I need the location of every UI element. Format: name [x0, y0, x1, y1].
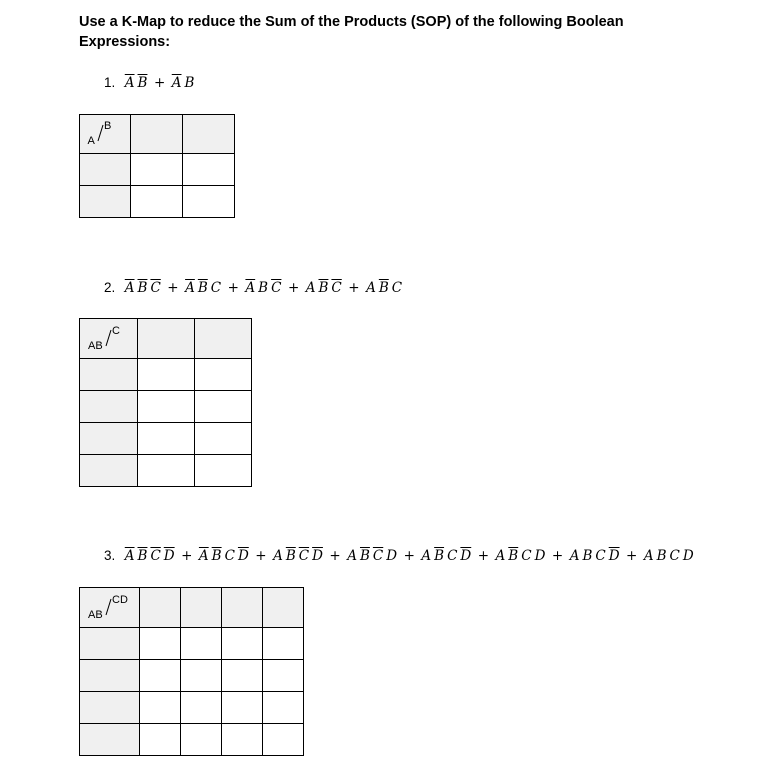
variable: A	[347, 548, 357, 564]
kmap-row-header-cell	[80, 628, 140, 660]
complemented-variable: $\overline{C}$	[331, 280, 342, 296]
kmap-column-header-cell	[222, 588, 263, 628]
kmap-header-row	[80, 588, 304, 628]
complemented-variable: $\overline{B}$	[137, 75, 148, 91]
complemented-variable: $\overline{A}$	[124, 280, 135, 296]
kmap-column-header-cell	[181, 588, 222, 628]
complemented-variable: $\overline{C}$	[271, 280, 282, 296]
kmap-row	[80, 455, 252, 487]
variable: D	[386, 548, 398, 564]
kmap-column-header-cell	[183, 115, 235, 154]
plus-operator: +	[626, 548, 638, 564]
product-term	[123, 548, 176, 564]
complemented-variable: $\overline{B}$	[137, 548, 148, 564]
kmap-row-header-cell	[80, 724, 140, 756]
kmap-cell[interactable]	[140, 692, 181, 724]
kmap-divider-line	[80, 588, 139, 627]
plus-operator: +	[348, 280, 360, 296]
kmap-cell[interactable]	[140, 660, 181, 692]
kmap-row-header-cell	[80, 660, 140, 692]
variable: C	[210, 280, 222, 296]
kmap-row-header-cell	[80, 455, 138, 487]
kmap-cell[interactable]	[263, 724, 304, 756]
kmap-cell[interactable]	[181, 692, 222, 724]
product-term	[272, 548, 325, 564]
product-term	[420, 548, 473, 564]
problem-number: 2.	[104, 280, 116, 295]
kmap-row	[80, 359, 252, 391]
complemented-variable: $\overline{B}$	[285, 548, 296, 564]
kmap-row	[80, 154, 235, 186]
kmap-row	[80, 391, 252, 423]
variable: B	[258, 280, 269, 296]
kmap-column-header-cell	[131, 115, 183, 154]
kmap-cell[interactable]	[263, 628, 304, 660]
kmap-row	[80, 660, 304, 692]
plus-operator: +	[255, 548, 267, 564]
kmap-row-variable: A	[87, 135, 95, 147]
variable: A	[273, 548, 283, 564]
plus-operator: +	[287, 280, 300, 296]
variable: C	[391, 280, 403, 296]
kmap-column-header-cell	[138, 319, 195, 359]
boolean-expression	[123, 548, 695, 564]
kmap-row-header-cell	[80, 359, 138, 391]
complemented-variable: $\overline{B}$	[137, 280, 148, 296]
variable: B	[656, 548, 667, 564]
complemented-variable: $\overline{C}$	[298, 548, 310, 564]
complemented-variable: $\overline{D}$	[163, 548, 175, 564]
kmap-1	[79, 114, 235, 218]
kmap-cell[interactable]	[131, 186, 183, 218]
kmap-column-variable: B	[104, 120, 112, 132]
plus-operator: +	[227, 280, 239, 296]
kmap-cell[interactable]	[195, 359, 252, 391]
problem-2-expression	[104, 280, 404, 296]
kmap-column-header-cell	[140, 588, 181, 628]
kmap-row-header-cell	[80, 423, 138, 455]
kmap-cell[interactable]	[138, 455, 195, 487]
variable: D	[534, 548, 546, 564]
kmap-cell[interactable]	[183, 186, 235, 218]
complemented-variable: $\overline{D}$	[460, 548, 472, 564]
kmap-row	[80, 724, 304, 756]
kmap-cell[interactable]	[222, 724, 263, 756]
kmap-2	[79, 318, 252, 487]
kmap-row-header-cell	[80, 391, 138, 423]
kmap-row	[80, 186, 235, 218]
variable: A	[643, 548, 654, 564]
complemented-variable: $\overline{B}$	[211, 548, 222, 564]
product-term	[494, 548, 547, 564]
kmap-corner-cell	[80, 319, 138, 359]
kmap-column-header-cell	[195, 319, 252, 359]
kmap-cell[interactable]	[183, 154, 235, 186]
kmap-corner-cell	[80, 588, 140, 628]
kmap-cell[interactable]	[222, 660, 263, 692]
kmap-row	[80, 692, 304, 724]
variable: B	[184, 75, 195, 91]
plus-operator: +	[167, 280, 179, 296]
variable: C	[521, 548, 532, 564]
kmap-column-variable: CD	[112, 594, 128, 606]
kmap-cell[interactable]	[195, 423, 252, 455]
kmap-row-header-cell	[80, 692, 140, 724]
kmap-column-variable: C	[112, 325, 120, 337]
kmap-cell[interactable]	[138, 391, 195, 423]
complemented-variable: $\overline{D}$	[237, 548, 249, 564]
complemented-variable: $\overline{C}$	[150, 280, 161, 296]
kmap-cell[interactable]	[222, 692, 263, 724]
variable: A	[495, 548, 506, 564]
kmap-cell[interactable]	[131, 154, 183, 186]
kmap-cell[interactable]	[181, 724, 222, 756]
complemented-variable: $\overline{C}$	[150, 548, 161, 564]
complemented-variable: $\overline{D}$	[608, 548, 620, 564]
kmap-row-header-cell	[80, 154, 131, 186]
kmap-corner-cell	[80, 115, 131, 154]
product-term	[197, 548, 250, 564]
complemented-variable: $\overline{A}$	[171, 75, 182, 91]
product-term	[184, 280, 223, 296]
complemented-variable: $\overline{A}$	[198, 548, 209, 564]
kmap-row	[80, 628, 304, 660]
complemented-variable: $\overline{B}$	[318, 280, 329, 296]
kmap-3	[79, 587, 304, 756]
kmap-cell[interactable]	[195, 391, 252, 423]
complemented-variable: $\overline{B}$	[378, 280, 389, 296]
plus-operator: +	[403, 548, 415, 564]
variable: C	[224, 548, 235, 564]
product-term	[170, 75, 196, 91]
problem-number: 1.	[104, 75, 116, 90]
plus-operator: +	[551, 548, 564, 564]
boolean-expression	[123, 75, 196, 91]
complemented-variable: $\overline{D}$	[312, 548, 323, 564]
kmap-row-variable: AB	[88, 609, 103, 621]
complemented-variable: $\overline{C}$	[372, 548, 384, 564]
variable: A	[421, 548, 432, 564]
kmap-cell[interactable]	[138, 359, 195, 391]
complemented-variable: $\overline{B}$	[359, 548, 370, 564]
problem-3-expression	[104, 548, 695, 564]
plus-operator: +	[329, 548, 341, 564]
product-term	[123, 75, 149, 91]
kmap-cell[interactable]	[140, 724, 181, 756]
product-term	[244, 280, 283, 296]
problem-number: 3.	[104, 548, 116, 563]
complemented-variable: $\overline{A}$	[124, 548, 135, 564]
kmap-cell[interactable]	[263, 660, 304, 692]
product-term	[642, 548, 695, 564]
product-term	[365, 280, 404, 296]
variable: A	[366, 280, 376, 296]
kmap-cell[interactable]	[195, 455, 252, 487]
variable: A	[305, 280, 316, 296]
plus-operator: +	[477, 548, 490, 564]
variable: C	[669, 548, 680, 564]
product-term	[123, 280, 162, 296]
kmap-cell[interactable]	[140, 628, 181, 660]
complemented-variable: $\overline{B}$	[434, 548, 445, 564]
product-term	[304, 280, 343, 296]
variable: D	[682, 548, 694, 564]
complemented-variable: $\overline{A}$	[185, 280, 195, 296]
complemented-variable: $\overline{B}$	[508, 548, 519, 564]
product-term	[346, 548, 399, 564]
boolean-expression	[123, 280, 403, 296]
kmap-cell[interactable]	[138, 423, 195, 455]
kmap-cell[interactable]	[263, 692, 304, 724]
variable: C	[447, 548, 458, 564]
kmap-column-header-cell	[263, 588, 304, 628]
kmap-cell[interactable]	[181, 628, 222, 660]
page-title: Use a K-Map to reduce the Sum of the Products (SOP) of the following Boolean Expressions:	[79, 14, 624, 50]
kmap-row-variable: AB	[88, 340, 103, 352]
kmap-header-row	[80, 115, 235, 154]
kmap-cell[interactable]	[222, 628, 263, 660]
product-term	[568, 548, 621, 564]
plus-operator: +	[153, 75, 166, 91]
variable: C	[595, 548, 606, 564]
problem-1-expression	[104, 75, 196, 91]
kmap-header-row	[80, 319, 252, 359]
kmap-divider-line	[80, 319, 137, 358]
plus-operator: +	[181, 548, 193, 564]
variable: A	[569, 548, 580, 564]
variable: B	[582, 548, 593, 564]
kmap-row	[80, 423, 252, 455]
kmap-row-header-cell	[80, 186, 131, 218]
complemented-variable: $\overline{A}$	[245, 280, 256, 296]
complemented-variable: $\overline{A}$	[124, 75, 135, 91]
complemented-variable: $\overline{B}$	[197, 280, 208, 296]
kmap-cell[interactable]	[181, 660, 222, 692]
